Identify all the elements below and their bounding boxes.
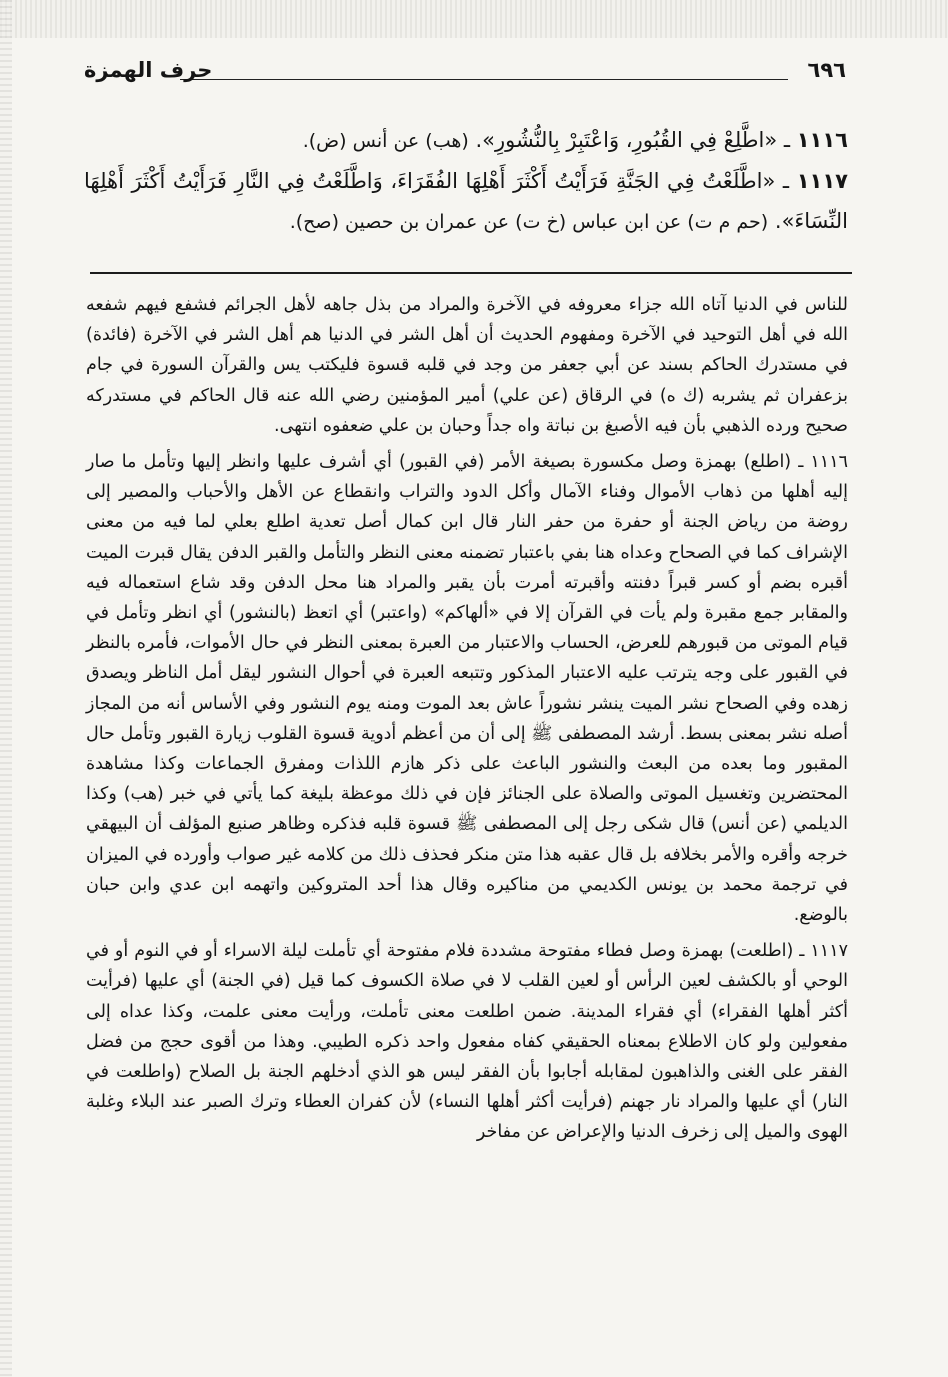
hadith-text: «اطَّلَعْتُ فِي الجَنَّةِ فَرَأَيْتُ أَكْثَرَ أَهْلِهَا الفُقَرَاءَ، وَاطَّلَعْتُ فِي النَّارِ فَرَأَيْتُ أَكْثَرَ أَهْلِهَا النِّسَاءَ». <box>84 169 848 233</box>
hadith-source: (حم م ت) عن ابن عباس (خ ت) عن عمران بن حصين (صح). <box>289 211 769 233</box>
hadith-1117: ١١١٧ ـ «اطَّلَعْتُ فِي الجَنَّةِ فَرَأَيْتُ أَكْثَرَ أَهْلِهَا الفُقَرَاءَ، وَاطَّلَعْتُ فِي النَّارِ فَرَأَيْتُ أَكْثَرَ أَهْلِهَا النِّسَاءَ». (حم م ت) عن ابن عباس (خ ت) عن عمران بن حصين (صح). <box>84 169 848 233</box>
commentary-paragraph: ١١١٧ ـ (اطلعت) بهمزة وصل فطاء مفتوحة مشددة فلام مفتوحة أي تأملت ليلة الاسراء أو في النوم أو في الوحي أو بالكشف لعين الرأس أو لعين القلب لا في صلاة الكسوف كما قيل (في الجنة) أي عليها (فرأيت أكثر أهلها الفقراء) أي فقراء المدينة. ضمن اطلعت معنى تأملت، ورأيت معنى علمت، وكذا عداه إلى مفعولين ولو كان الاطلاع بمعناه الحقيقي كفاه مفعول واحد ذكره الطيبي. وهذا من أقوى حجج من فضل الفقر على الغنى والذاهبون لمقابله أجابوا بأن الفقر ليس هو الذي أدخلهم الجنة بل الصلاح (واطلعت في النار) أي عليها والمراد نار جهنم (فرأيت أكثر أهلها النساء) لأن كفران العطاء وترك الصبر عند البلاء وغلبة الهوى والميل إلى زخرف الدنيا والإعراض عن مفاخر <box>86 941 848 1143</box>
hadith-block <box>84 120 848 242</box>
hadith-number: ١١١٧ <box>796 169 848 193</box>
scan-edge-left <box>0 0 12 1377</box>
hadith-source: (هب) عن أنس (ض). <box>302 130 469 152</box>
running-title: حرف الهمزة <box>84 58 213 82</box>
hadith-1116: ١١١٦ ـ «اطَّلِعْ فِي القُبُورِ، وَاعْتَبِرْ بِالنُّشُورِ». (هب) عن أنس (ض). <box>302 128 848 152</box>
hadith-number: ١١١٦ <box>796 128 848 152</box>
hadith-text: «اطَّلِعْ فِي القُبُورِ، وَاعْتَبِرْ بِالنُّشُورِ». <box>475 128 778 152</box>
header-rule <box>180 79 788 80</box>
scan-edge-top <box>0 0 948 38</box>
page-header <box>84 58 846 94</box>
commentary-paragraph: للناس في الدنيا آتاه الله جزاء معروفه في الآخرة والمراد من بذل جاهه لأهل الجرائم فشفع فيهم شفعه الله في أهل التوحيد في الآخرة ومفهوم الحديث أن أهل الشر في الدنيا هم أهل الشر في الآخرة (فائدة) في مستدرك الحاكم بسند عن أبي جعفر من وجد في قلبه قسوة فليكتب يس والقرآن السورة في جام بزعفران ثم يشربه (ك ه) في الرقاق (عن علي) أمير المؤمنين رضي الله عنه قال الحاكم في مستدركه صحيح ورده الذهبي بأن فيه الأصبغ بن نباتة واه جداً وحبان بن علي ضعفوه انتهى. <box>86 295 848 436</box>
commentary <box>86 290 848 1148</box>
commentary-paragraph: ١١١٦ ـ (اطلع) بهمزة وصل مكسورة بصيغة الأمر (في القبور) أي أشرف عليها وانظر إليها وتأمل ما صار إليه أهلها من ذهاب الأموال وفناء الآمال وأكل الدود والتراب وانقطاع عن الأهل والأحباب والمصير إلى روضة من رياض الجنة أو حفرة من حفر النار قال ابن كمال أصل تعدية اطلع بعلي لما فيه من معنى الإشراف كما في الصحاح وعداه هنا بفي باعتبار تضمنه معنى النظر والتأمل والقبر الدفن يقال قبرت الميت أقبره بضم أو كسر قبراً دفنته وأقبرته أمرت بأن يقبر والمراد هنا محل الدفن وقد شاع استعماله فيه والمقابر جمع مقبرة ولم يأت في القرآن إلا في «ألهاكم» (واعتبر) أي اتعظ (بالنشور) أي انظر وتأمل في قيام الموتى من قبورهم للعرض، الحساب والاعتبار من العبرة بمعنى النظر في حال الأموات، فأمره بالنظر في القبور على وجه يترتب عليه الاعتبار المذكور وتتبعه العبرة في أحوال النشور ليقل أمل الناظر ويصدق زهده وفي الصحاح نشر الميت ينشر نشوراً عاش بعد الموت ومنه يوم النشور وفي الأساس أنه من المجاز أصله نشر بمعنى بسط. أرشد المصطفى ﷺ إلى أن من أعظم أدوية قسوة القلوب زيارة القبور وتأمل حال المقبور وما بعده من البعث والنشور الباعث على ذكر هازم اللذات ومفرق الجماعات وكذا مشاهدة المحتضرين وتغسيل الموتى والصلاة على الجنائز فإن في ذلك موعظة بليغة كما يأتي في خبر (هب) وكذا الديلمي (عن أنس) قال شكى رجل إلى المصطفى ﷺ قسوة قلبه فذكره وظاهر صنيع المؤلف أن البيهقي خرجه وأقره والأمر بخلافه بل قال عقبه هذا متن منكر فحذف ذلك من كلامه غير صواب وأورده في الميزان في ترجمة محمد بن يونس الكديمي من مناكيره وقال هذا أحد المتروكين واتهمه ابن عدي وابن حبان بالوضع. <box>86 452 848 926</box>
section-divider <box>90 272 852 274</box>
page-number: ٦٩٦ <box>807 58 846 82</box>
